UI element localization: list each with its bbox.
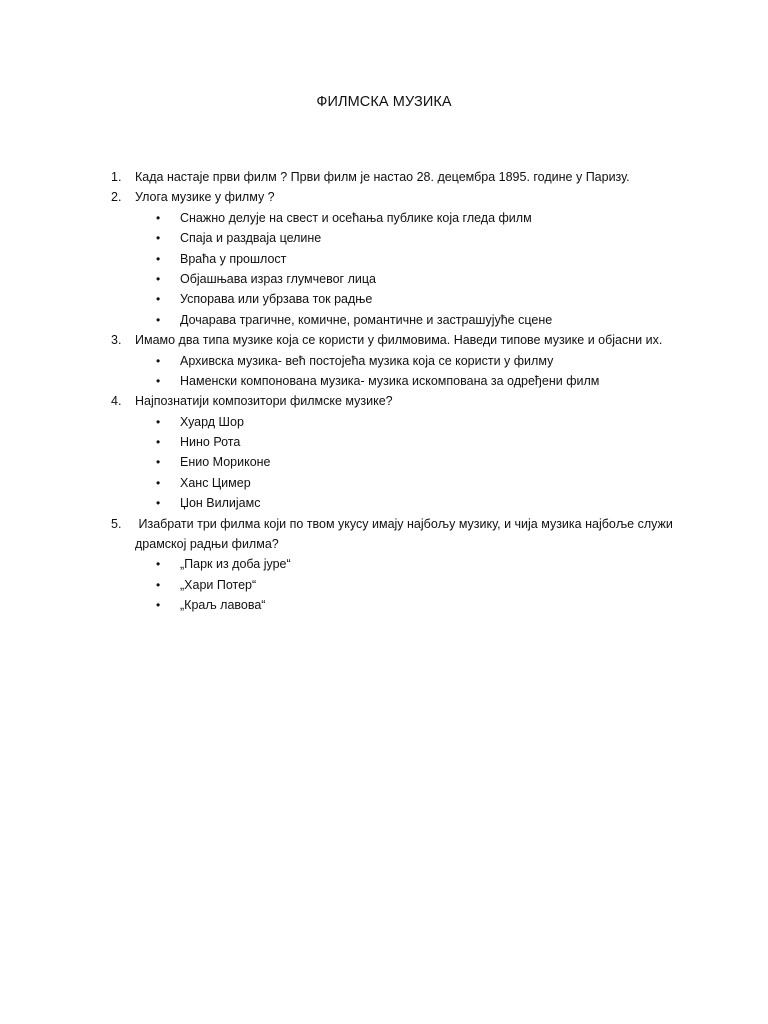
list-item: [0, 595, 768, 615]
list-item: [0, 269, 768, 289]
list-item-text: Враћа у прошлост: [180, 251, 287, 266]
question-5-continuation: [0, 534, 768, 554]
list-item-text: Енио Мориконе: [180, 455, 271, 470]
bullet-icon: •: [156, 435, 161, 450]
bullet-icon: •: [156, 598, 161, 613]
list-item-text: Ханс Цимер: [180, 475, 251, 490]
list-item-text: Снажно делује на свест и осећања публике која гледа филм: [180, 210, 532, 225]
list-item: [0, 310, 768, 330]
bullet-icon: •: [156, 271, 161, 286]
list-item: [0, 208, 768, 228]
bullet-icon: •: [156, 353, 161, 368]
question-number: 2.: [111, 190, 122, 205]
bullet-icon: •: [156, 312, 161, 327]
list-item: [0, 289, 768, 309]
question-number: 3.: [111, 333, 122, 348]
list-item-text: Архивска музика- већ постојећа музика која се користи у филму: [180, 353, 554, 368]
list-item-text: „Парк из доба јуре“: [180, 557, 291, 572]
question-number: 4.: [111, 394, 122, 409]
bullet-icon: •: [156, 557, 161, 572]
list-item-text: Успорава или убрзава ток радње: [180, 292, 373, 307]
list-item-text: Објашњава израз глумчевог лица: [180, 271, 376, 286]
question-text: Најпознатији композитори филмске музике?: [135, 394, 393, 409]
bullet-icon: •: [156, 292, 161, 307]
list-item-text: Спаја и раздваја целине: [180, 231, 322, 246]
question-text-continuation: драмској радњи филма?: [135, 537, 279, 552]
list-item: [0, 228, 768, 248]
bullet-icon: •: [156, 373, 161, 388]
list-item-text: Дочарава трагичне, комичне, романтичне и застрашујуће сцене: [180, 312, 553, 327]
list-item: [0, 432, 768, 452]
bullet-icon: •: [156, 210, 161, 225]
question-text: Улога музике у филму ?: [135, 190, 275, 205]
list-item-text: „Краљ лавова“: [180, 598, 266, 613]
bullet-icon: •: [156, 475, 161, 490]
list-item: [0, 452, 768, 472]
bullet-icon: •: [156, 414, 161, 429]
list-item: [0, 493, 768, 513]
question-number: 1.: [111, 170, 122, 184]
list-item: [0, 554, 768, 574]
list-item-text: Џон Вилијамс: [180, 496, 261, 511]
bullet-icon: •: [156, 231, 161, 246]
question-number: 5.: [111, 516, 122, 531]
bullet-icon: •: [156, 577, 161, 592]
question-3: [0, 330, 768, 350]
bullet-icon: •: [156, 251, 161, 266]
question-list: [0, 167, 768, 616]
list-item: [0, 371, 768, 391]
list-item: [0, 249, 768, 269]
bullet-icon: •: [156, 496, 161, 511]
list-item-text: „Хари Потер“: [180, 577, 257, 592]
list-item-text: Хуард Шор: [180, 414, 244, 429]
page-title: ФИЛМСКА МУЗИКА: [316, 94, 452, 110]
question-2: [0, 187, 768, 207]
list-item-text: Нино Рота: [180, 435, 241, 450]
list-item: [0, 473, 768, 493]
list-item: [0, 575, 768, 595]
list-item-text: Наменски компонована музика- музика искомпована за одређени филм: [180, 373, 600, 388]
bullet-icon: •: [156, 455, 161, 470]
question-1: [0, 167, 768, 187]
list-item: [0, 351, 768, 371]
question-text: Имамо два типа музике која се користи у филмовима. Наведи типове музике и објасни их.: [135, 333, 663, 348]
question-5: [0, 514, 768, 534]
question-text: Када настаје први филм ? Први филм је настао 28. децембра 1895. године у Паризу.: [135, 170, 630, 184]
question-4: [0, 391, 768, 411]
question-text: Изабрати три филма који по твом укусу имају најбољу музику, и чија музика најбоље служи: [135, 516, 673, 531]
list-item: [0, 412, 768, 432]
